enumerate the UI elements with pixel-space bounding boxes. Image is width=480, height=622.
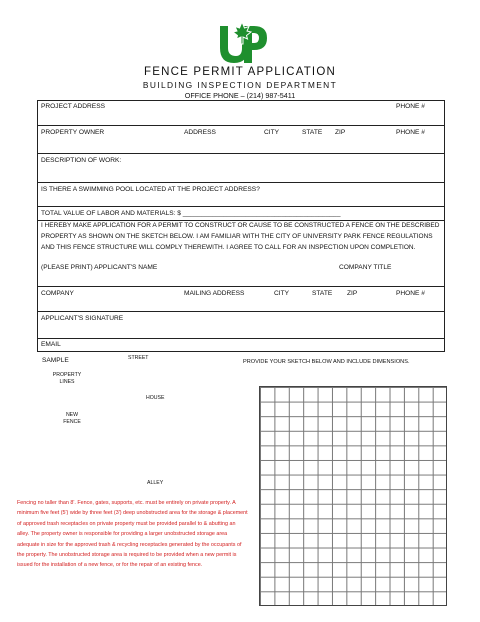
phone-label: PHONE # [396, 103, 425, 110]
city-label: CITY [274, 290, 290, 297]
applicant-name-field[interactable] [37, 261, 445, 287]
form-title: FENCE PERMIT APPLICATION [144, 66, 336, 78]
property-owner-field[interactable] [37, 125, 445, 154]
address-label: ADDRESS [184, 129, 216, 136]
city-label: CITY [264, 129, 280, 136]
company-label: COMPANY [41, 290, 74, 297]
property-owner-label: PROPERTY OWNER [41, 129, 105, 136]
phone-label: PHONE # [396, 129, 425, 136]
street-label: STREET [128, 355, 149, 361]
sample-label: SAMPLE [42, 357, 69, 364]
description-label: DESCRIPTION OF WORK: [41, 157, 122, 164]
trash-storage-notice: Fencing no taller than 8'. Fence, gates, supports, etc. must be entirely on private property. A minimum five feet (5') wide by three feet (3') deep unobstructed area for the storage & placement of approved trash receptacles on private property must be provided parallel to & abutting an alley. The property owner is responsible for providing a larger unobstructed storage area adequate in size for the approved trash & recycling receptacles generated by the occupants of the property. The unobstructed storage area is required to be provided when a new permit is issued for the installation of a new fence, or for the repair of an existing fence. [17, 500, 248, 569]
house-label: HOUSE [146, 395, 165, 401]
phone-label: PHONE # [396, 290, 425, 297]
sketch-instruction: PROVIDE YOUR SKETCH BELOW AND INCLUDE DIMENSIONS. [243, 359, 410, 365]
sketch-grid[interactable] [259, 386, 447, 606]
office-phone: OFFICE PHONE – (214) 987-5411 [184, 91, 296, 100]
state-label: STATE [302, 129, 323, 136]
email-label: EMAIL [41, 341, 61, 348]
state-label: STATE [312, 290, 333, 297]
company-field[interactable] [37, 286, 445, 312]
university-park-logo [218, 20, 268, 64]
email-field[interactable] [37, 338, 445, 352]
certification-statement: I HEREBY MAKE APPLICATION FOR A PERMIT TO CONSTRUCT OR CAUSE TO BE CONSTRUCTED A FENCE ON THE DESCRIBED PROPERTY AS SHOWN ON THE SKETCH BELOW. I AM FAMILIAR WITH THE CITY OF UNIVERSITY PARK FENCE REGULATIONS AND THIS FENCE STRUCTURE WILL COMPLY THEREWITH. I AGREE TO CALL FOR AN INSPECTION UPON COMPLETION. [37, 221, 445, 262]
signature-field[interactable] [37, 311, 445, 339]
description-field[interactable] [37, 153, 445, 183]
applicant-name-label: (PLEASE PRINT) APPLICANT'S NAME [41, 264, 158, 271]
signature-label: APPLICANT'S SIGNATURE [41, 315, 124, 322]
alley-label: ALLEY [147, 480, 164, 486]
department-name: BUILDING INSPECTION DEPARTMENT [142, 80, 338, 90]
pool-question-label: IS THERE A SWIMMING POOL LOCATED AT THE PROJECT ADDRESS? [41, 186, 260, 193]
project-address-field[interactable] [37, 100, 445, 126]
zip-label: ZIP [347, 290, 358, 297]
project-address-label: PROJECT ADDRESS [41, 103, 105, 110]
zip-label: ZIP [335, 129, 346, 136]
property-lines-label: PROPERTY LINES [52, 372, 82, 385]
total-value-label: TOTAL VALUE OF LABOR AND MATERIALS: $ ___________________________________________ [41, 210, 341, 217]
company-title-label: COMPANY TITLE [339, 264, 392, 271]
new-fence-label: NEW FENCE [63, 412, 81, 425]
mailing-address-label: MAILING ADDRESS [184, 290, 245, 297]
pool-question-field[interactable] [37, 182, 445, 207]
total-value-field[interactable] [37, 206, 445, 221]
